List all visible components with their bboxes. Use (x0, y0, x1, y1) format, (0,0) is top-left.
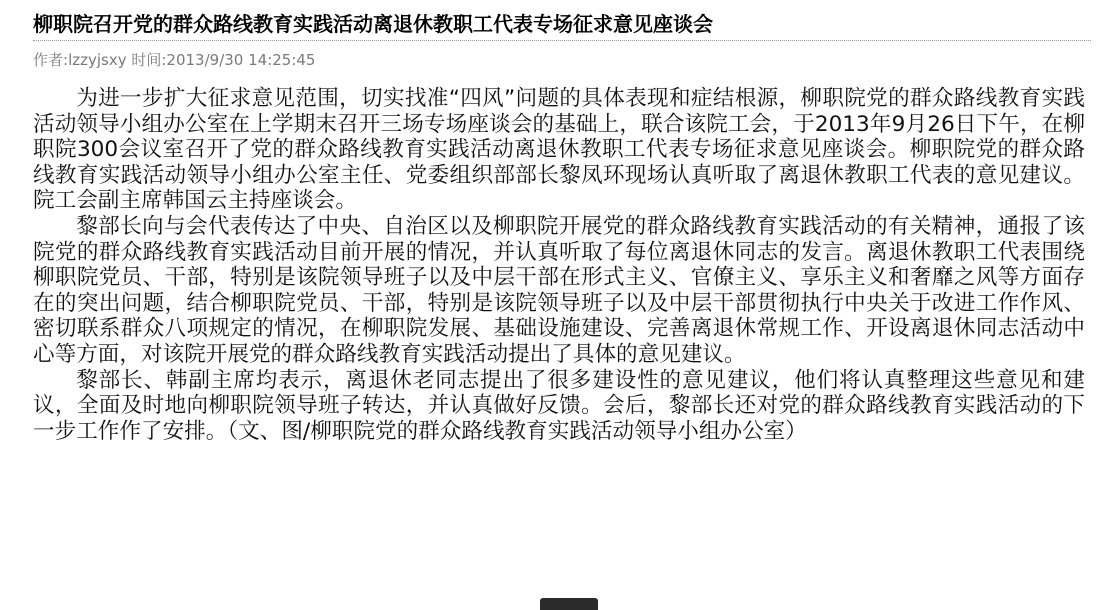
publish-time: 2013/9/30 14:25:45 (166, 51, 316, 69)
article-meta (33, 49, 315, 71)
author-name: lzzyjsxy (68, 51, 127, 69)
time-label: 时间: (126, 51, 167, 69)
title-divider (33, 40, 1091, 41)
paragraph: 黎部长向与会代表传达了中央、自治区以及柳职院开展党的群众路线教育实践活动的有关精神，通报了该院党的群众路线教育实践活动目前开展的情况，并认真听取了每位离退休同志的发言。离退休教职工代表围绕柳职院党员、干部，特别是该院领导班子以及中层干部在形式主义、官僚主义、享乐主义和奢靡之风等方面存在的突出问题，结合柳职院党员、干部，特别是该院领导班子以及中层干部贯彻执行中央关于改进工作作风、密切联系群众八项规定的情况，在柳职院发展、基础设施建设、完善离退休常规工作、开设离退休同志活动中心等方面，对该院开展党的群众路线教育实践活动提出了具体的意见建议。 (33, 213, 1085, 367)
author-label: 作者: (33, 51, 69, 69)
article-body (33, 86, 1085, 444)
paragraph: 为进一步扩大征求意见范围，切实找准“四风”问题的具体表现和症结根源，柳职院党的群众路线教育实践活动领导小组办公室在上学期末召开三场专场座谈会的基础上，联合该院工会，于2013年9月26日下午，在柳职院300会议室召开了党的群众路线教育实践活动离退休教职工代表专场征求意见座谈会。柳职院党的群众路线教育实践活动领导小组办公室主任、党委组织部部长黎凤环现场认真听取了离退休教职工代表的意见建议。院工会副主席韩国云主持座谈会。 (33, 86, 1085, 214)
article-photo (540, 598, 598, 610)
paragraph: 黎部长、韩副主席均表示，离退休老同志提出了很多建设性的意见建议，他们将认真整理这些意见和建议，全面及时地向柳职院领导班子转达，并认真做好反馈。会后，黎部长还对党的群众路线教育实践活动的下一步工作作了安排。（文、图/柳职院党的群众路线教育实践活动领导小组办公室） (33, 367, 1085, 444)
article-title: 柳职院召开党的群众路线教育实践活动离退休教职工代表专场征求意见座谈会 (33, 12, 713, 36)
